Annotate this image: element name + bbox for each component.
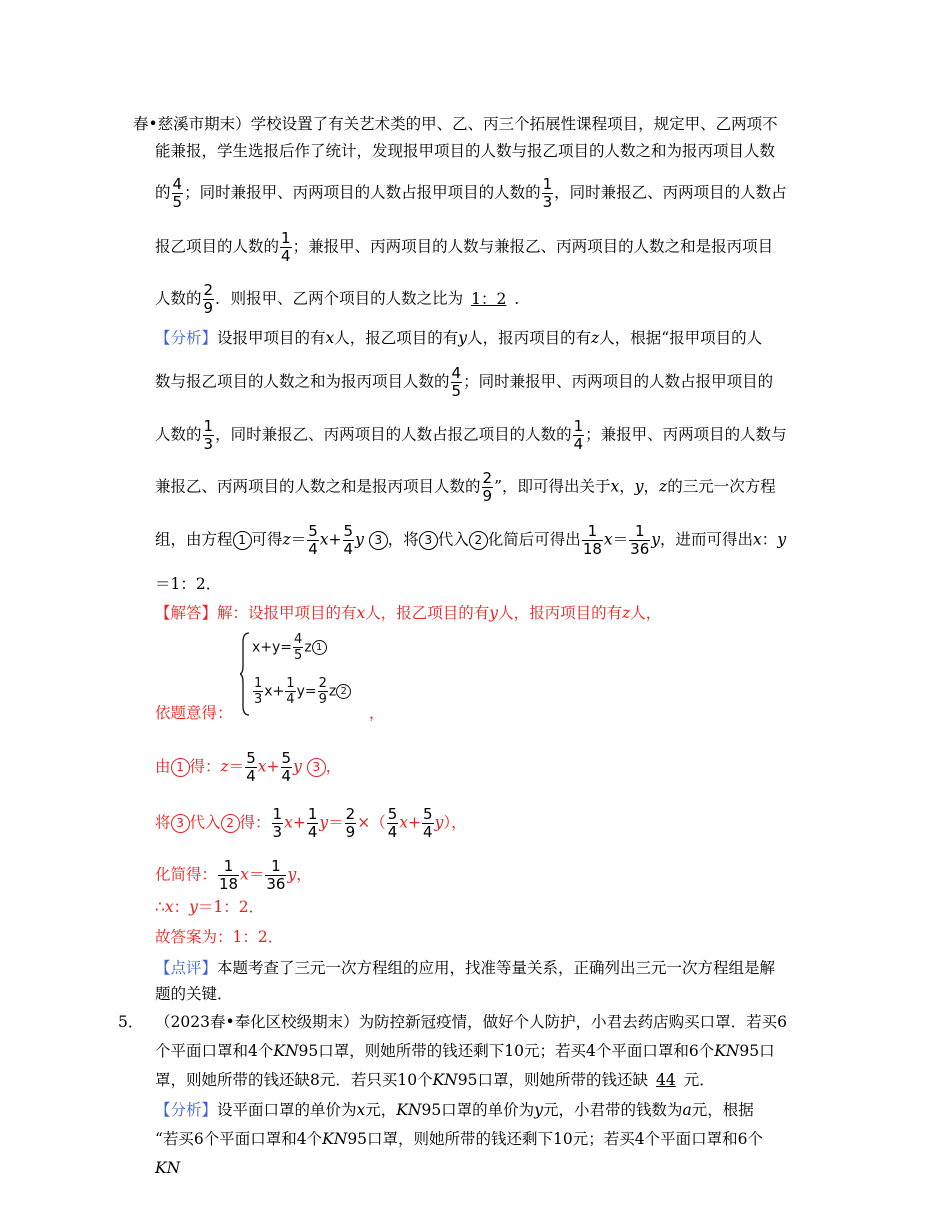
circled-1-icon: 1 xyxy=(233,531,252,550)
problem4-line3: 的 $\frac{4}{5}$ ；同时兼报甲、丙两项目的人数占报甲项目的人数的 $\frac{1}{3}$ ，同时兼报乙、丙两项目的人数占 xyxy=(155,175,787,211)
fraction-2-9: $\frac{2}{9}$ xyxy=(203,281,214,317)
circled-3-icon: 3 xyxy=(369,531,388,550)
brace-icon xyxy=(240,632,250,716)
analysis-tag: 【分析】 xyxy=(155,329,218,347)
fraction-1-3: $\frac{1}{3}$ xyxy=(542,175,553,211)
solution4-line-jiang: 将 3 代入 2 得： $\frac{1}{3}$ x+ $\frac{1}{4}$ y＝ $\frac{2}{9}$ ×（ $\frac{5}{4}$ x+ $\frac{5}{4}$ y）， xyxy=(155,805,467,841)
answer-blank: 44 xyxy=(655,1071,676,1089)
problem5-line3: 罩，则她所带的钱还缺8元．若只买10个KN95口罩，则她所带的钱还缺 44 元． xyxy=(155,1071,715,1089)
problem5-line2: 个平面口罩和4个KN95口罩，则她所带的钱还剩下10元；若买4个平面口罩和6个KN95口 xyxy=(155,1042,775,1060)
problem5-line1: （2023春•奉化区校级期末）为防控新冠疫情，做好个人防护，小君去药店购买口罩．若买6 xyxy=(155,1013,787,1031)
system-equation-2: $\frac{1}{3}$ x+ $\frac{1}{4}$ y= $\frac{2}{9}$ z 2 xyxy=(252,676,351,707)
problem5-number: 5． xyxy=(118,1013,144,1031)
system-equation-1: x+y= $\frac{4}{5}$ z 1 xyxy=(252,632,327,663)
comment4-line2: 题的关键． xyxy=(155,985,233,1003)
analysis5-line2: “若买6个平面口罩和4个KN95口罩，则她所带的钱还剩下10元；若买4个平面口罩和6个 xyxy=(155,1130,763,1148)
solution4-line-you: 由 1 得：z＝ $\frac{5}{4}$ x+ $\frac{5}{4}$ y 3 ， xyxy=(155,749,342,785)
circled-3-icon: 3 xyxy=(419,531,438,550)
analysis4-line6: ＝1：2． xyxy=(155,575,222,593)
analysis4-line3: 人数的 $\frac{1}{3}$ ，同时兼报乙、丙两项目的人数占报乙项目的人数的 $\frac{1}{4}$ ；兼报甲、丙两项目的人数与 xyxy=(155,417,787,453)
problem4-line4: 报乙项目的人数的 $\frac{1}{4}$ ；兼报甲、丙两项目的人数与兼报乙、丙两项目的人数之和是报丙项目 xyxy=(155,229,774,265)
analysis5-line3: KN xyxy=(155,1159,181,1177)
solution4-line1: 【解答】解：设报甲项目的有x人，报乙项目的有y人，报丙项目的有z人， xyxy=(155,604,662,622)
solution4-answer-line: 故答案为：1：2． xyxy=(155,928,284,946)
solution4-conclusion: ∴x：y＝1：2． xyxy=(155,898,265,916)
circled-2-icon: 2 xyxy=(469,531,488,550)
comment4-line1: 【点评】本题考查了三元一次方程组的应用，找准等量关系，正确列出三元一次方程组是解 xyxy=(155,959,776,977)
problem4-line5: 人数的 $\frac{2}{9}$ ．则报甲、乙两个项目的人数之比为 1：2 ． xyxy=(155,281,530,317)
equation-system xyxy=(240,632,380,716)
solution4-line-hua: 化简得： $\frac{1}{18}$ x＝ $\frac{1}{36}$ y， xyxy=(155,857,312,893)
problem4-line1: 春•慈溪市期末）学校设置了有关艺术类的甲、乙、丙三个拓展性课程项目，规定甲、乙两项不 xyxy=(133,115,778,133)
solution4-system-comma: ， xyxy=(369,704,385,722)
problem4-line2: 能兼报，学生选报后作了统计，发现报甲项目的人数与报乙项目的人数之和为报丙项目人数 xyxy=(155,142,776,160)
analysis5-line1: 【分析】设平面口罩的单价为x元，KN95口罩的单价为y元，小君带的钱数为a元，根据 xyxy=(155,1101,754,1119)
answer-blank: 1：2 xyxy=(471,289,507,308)
solution4-label-yiti: 依题意得： xyxy=(155,704,233,722)
analysis4-line5: 组，由方程 1 可得z＝ $\frac{5}{4}$ x+ $\frac{5}{4}$ y 3 ，将 3 代入 2 化简后可得出 $\frac{1}{18}$ x＝ $\frac{1}{36}$ y，进而可得出x：y xyxy=(155,522,787,558)
analysis4-line4: 兼报乙、丙两项目的人数之和是报丙项目人数的 $\frac{2}{9}$ ”，即可得出关于x，y，z的三元一次方程 xyxy=(155,469,776,505)
analysis4-line1: 【分析】设报甲项目的有x人，报乙项目的有y人，报丙项目的有z人，根据“报甲项目的人 xyxy=(155,329,763,347)
analysis4-line2: 数与报乙项目的人数之和为报丙项目人数的 $\frac{4}{5}$ ；同时兼报甲、丙两项目的人数占报甲项目的 xyxy=(155,364,774,400)
fraction-4-5: $\frac{4}{5}$ xyxy=(172,175,183,211)
fraction-1-4: $\frac{1}{4}$ xyxy=(281,229,291,265)
